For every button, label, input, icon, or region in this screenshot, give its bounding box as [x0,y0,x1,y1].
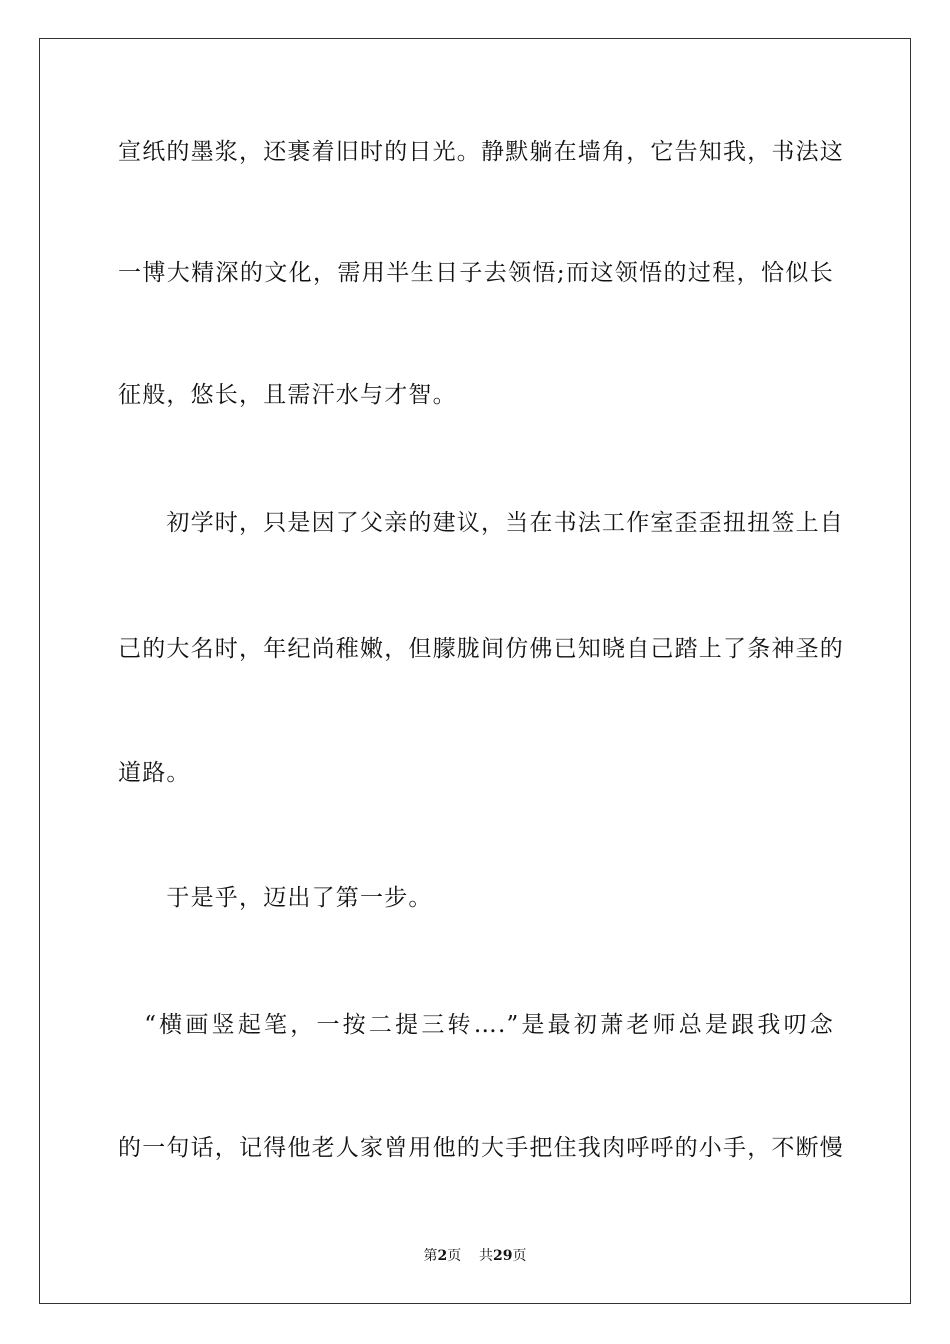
body-line-9: 的一句话，记得他老人家曾用他的大手把住我肉呼呼的小手，不断慢 [118,1135,844,1161]
page-footer [0,1246,950,1266]
body-line-3: 征般，悠长，且需汗水与才智。 [118,382,457,408]
body-line-8: “横画竖起笔，一按二提三转….”是最初萧老师总是跟我叨念 [118,1012,834,1038]
body-line-1: 宣纸的墨浆，还裹着旧时的日光。静默躺在墙角，它告知我，书法这 [118,139,844,165]
footer-page-prefix: 第 [423,1248,438,1264]
body-line-6: 道路。 [118,760,191,786]
footer-page-current: 2 [437,1248,448,1264]
body-line-4: 初学时，只是因了父亲的建议，当在书法工作室歪歪扭扭签上自 [118,510,844,536]
body-line-5: 己的大名时，年纪尚稚嫩，但朦胧间仿佛已知晓自己踏上了条神圣的 [118,636,844,662]
body-line-7: 于是乎，迈出了第一步。 [118,885,433,911]
footer-page-total: 29 [493,1248,513,1264]
body-line-2: 一博大精深的文化，需用半生日子去领悟;而这领悟的过程，恰似长 [118,260,834,286]
footer-total-suffix: 页 [512,1248,527,1264]
page-border [39,38,911,1304]
footer-page-suffix: 页 [447,1248,462,1264]
footer-total-prefix: 共 [479,1248,494,1264]
